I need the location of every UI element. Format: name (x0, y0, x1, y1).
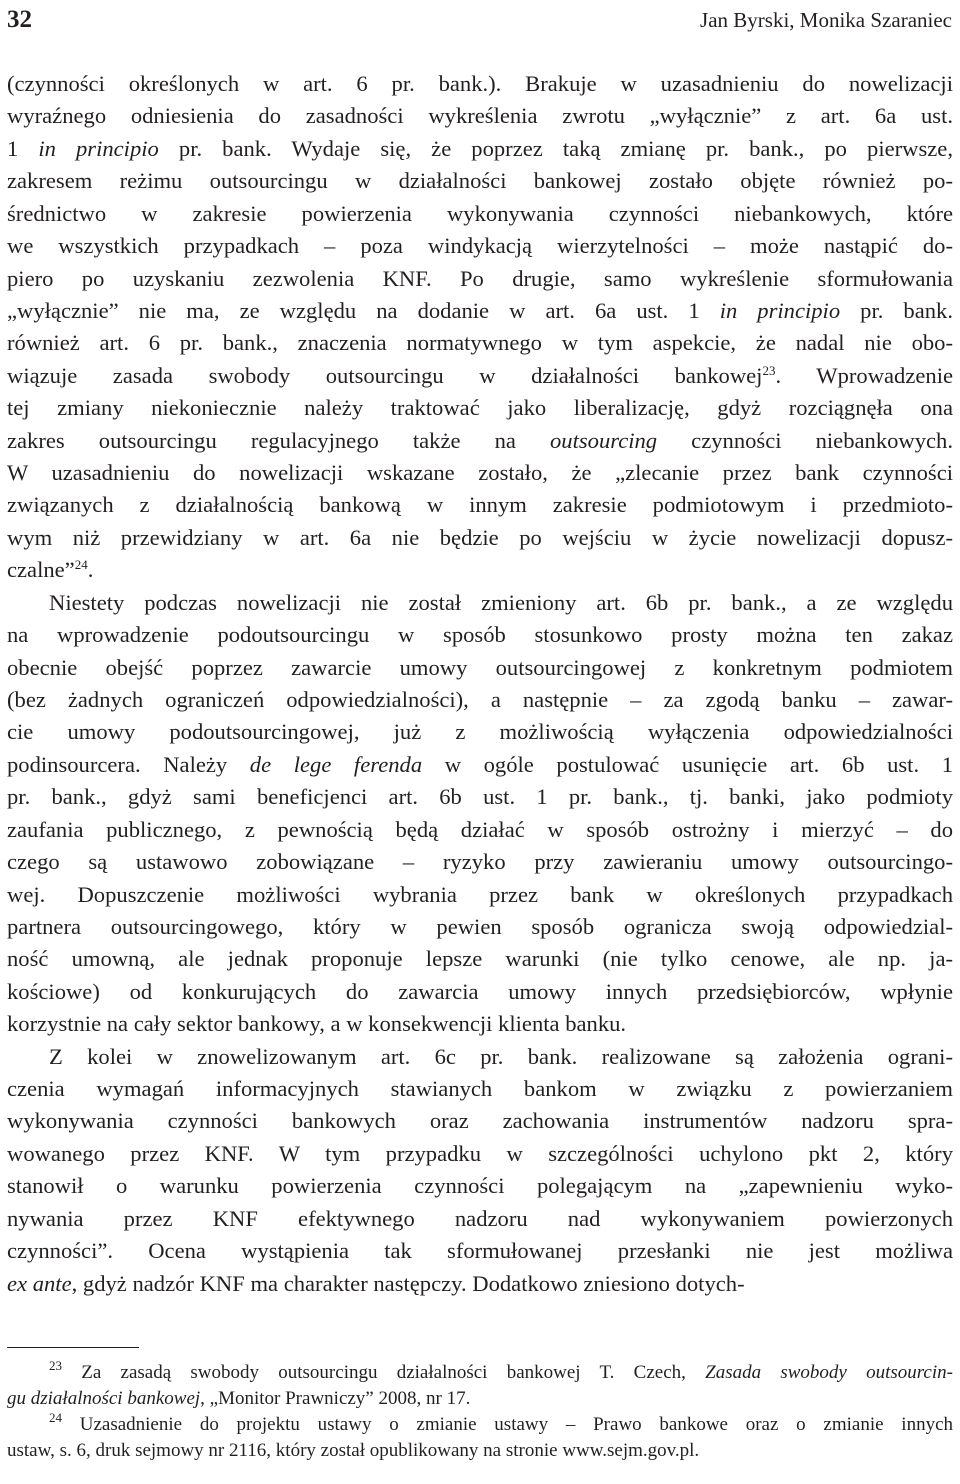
italic-text: de lege ferenda (249, 751, 423, 777)
body-line (7, 230, 953, 262)
body-line (7, 392, 953, 424)
text-run: 1 (7, 135, 39, 161)
text-run: Niestety podczas nowelizacji nie został zmieniony art. 6b pr. bank., a ze względu (49, 589, 953, 615)
text-run: czenia wymagań informacyjnych stawianych bankom w związku z powierzaniem (7, 1076, 953, 1102)
text-run: wyraźnego odniesienia do zasadności wykreślenia zwrotu „wyłącznie” z art. 6a ust. (7, 103, 953, 129)
body-line (49, 1041, 953, 1073)
text-run: obecnie obejść poprzez zawarcie umowy outsourcingowej z konkretnym podmiotem (7, 654, 953, 680)
body-line (7, 1235, 953, 1267)
italic-text: in principio (38, 135, 159, 161)
body-line (7, 100, 953, 132)
footnote-reference: 24 (49, 1410, 62, 1425)
body-line (7, 879, 953, 911)
text-run: średnictwo w zakresie powierzenia wykonywania czynności niebankowych, które (7, 200, 953, 226)
text-run: piero po uzyskaniu zezwolenia KNF. Po drugie, samo wykreślenie sformułowania (7, 265, 953, 291)
italic-text: gu działalności bankowej (7, 1388, 201, 1409)
text-run: Z kolei w znowelizowanym art. 6c pr. bank. realizowane są założenia ograni- (49, 1043, 953, 1069)
text-run: , „Monitor Prawniczy” 2008, nr 17. (200, 1388, 471, 1409)
text-run: tej zmiany niekoniecznie należy traktować jako liberalizację, gdyż rozciągnęła ona (7, 395, 953, 421)
body-line (7, 489, 953, 521)
text-run: wej. Dopuszczenie możliwości wybrania przez bank w określonych przypadkach (7, 881, 953, 907)
body-line (7, 295, 953, 327)
text-run: . (87, 557, 94, 583)
italic-text: ex ante (7, 1270, 72, 1296)
footnote-separator (7, 1347, 139, 1348)
body-line (7, 846, 953, 878)
text-run: „wyłącznie” nie ma, ze względu na dodanie w art. 6a ust. 1 (7, 297, 720, 323)
running-head: Jan Byrski, Monika Szaraniec (700, 8, 952, 32)
text-run: wykonywania czynności bankowych oraz zachowania instrumentów nadzoru spra- (7, 1108, 953, 1134)
text-run: związanych z działalnością bankową w innym zakresie podmiotowym i przedmioto- (7, 492, 953, 518)
text-run: Za zasadą swobody outsourcingu działalności bankowej T. Czech, (62, 1362, 706, 1383)
footnote-line (7, 1438, 953, 1464)
text-run: ustaw, s. 6, druk sejmowy nr 2116, który został opublikowany na stronie www.sejm.gov.pl. (7, 1440, 700, 1461)
page-number: 32 (7, 6, 32, 33)
body-line (7, 1073, 953, 1105)
body-line (7, 781, 953, 813)
body-line (7, 165, 953, 197)
text-run: podinsourcera. Należy (7, 751, 250, 777)
text-run: wiązuje zasada swobody outsourcingu w działalności bankowej (7, 362, 763, 388)
body-line (7, 68, 953, 100)
body-line (7, 263, 953, 295)
text-run: zakresem reżimu outsourcingu w działalności bankowej zostało objęte również po- (7, 168, 953, 194)
body-line (7, 554, 953, 586)
text-run: czalne” (7, 557, 75, 583)
italic-text: outsourcing (549, 427, 658, 453)
body-line (7, 522, 953, 554)
body-line (7, 684, 953, 716)
body-line (7, 425, 953, 457)
text-run: (bez żadnych ograniczeń odpowiedzialności), a następnie – za zgodą banku – zawar- (7, 686, 953, 712)
text-run: czynności niebankowych. (657, 427, 953, 453)
body-line (7, 1268, 953, 1300)
text-run: w ogóle postulować usunięcie art. 6b ust. 1 (422, 751, 953, 777)
text-run: , gdyż nadzór KNF ma charakter następczy. Dodatkowo zniesiono dotych- (71, 1270, 745, 1296)
text-run: kościowe) od konkurujących do zawarcia umowy innych przedsiębiorców, wpłynie (7, 978, 953, 1004)
text-run: wym niż przewidziany w art. 6a nie będzie po wejściu w życie nowelizacji dopusz- (7, 524, 953, 550)
text-run: czego są ustawowo zobowiązane – ryzyko przy zawieraniu umowy outsourcingo- (7, 849, 953, 875)
footnote-reference: 23 (49, 1358, 62, 1373)
italic-text: Zasada swobody outsourcin- (705, 1362, 953, 1383)
text-run: nywania przez KNF efektywnego nadzoru nad wykonywaniem powierzonych (7, 1205, 953, 1231)
body-line (7, 1170, 953, 1202)
body-line (7, 1008, 953, 1040)
text-run: zaufania publicznego, z pewnością będą działać w sposób ostrożny i mierzyć – do (7, 816, 953, 842)
italic-text: in principio (719, 297, 841, 323)
text-run: stanowił o warunku powierzenia czynności polegającym na „zapewnieniu wyko- (7, 1173, 953, 1199)
text-run: również art. 6 pr. bank., znaczenia normatywnego w tym aspekcie, że nadal nie obo- (7, 330, 953, 356)
footnote-line (7, 1386, 953, 1412)
body-line (7, 943, 953, 975)
body-line (7, 652, 953, 684)
footnote-line (49, 1360, 953, 1386)
body-line (7, 716, 953, 748)
text-run: czynności”. Ocena wystąpienia tak sformułowanej przesłanki nie jest możliwa (7, 1238, 953, 1264)
text-run: pr. bank. Wydaje się, że poprzez taką zmianę pr. bank., po pierwsze, (158, 135, 953, 161)
text-run: ność umowną, ale jednak proponuje lepsze warunki (nie tylko cenowe, ale np. ja- (7, 946, 953, 972)
text-run: Uzasadnienie do projektu ustawy o zmianie ustawy – Prawo bankowe oraz o zmianie innych (62, 1414, 953, 1435)
footnote-reference: 23 (762, 362, 776, 378)
body-line (7, 814, 953, 846)
body-line (7, 1138, 953, 1170)
text-run: na wprowadzenie podoutsourcingu w sposób stosunkowo prosty można ten zakaz (7, 622, 953, 648)
text-run: (czynności określonych w art. 6 pr. bank.). Brakuje w uzasadnieniu do nowelizacji (7, 71, 953, 96)
text-run: wowanego przez KNF. W tym przypadku w szczególności uchylono pkt 2, który (7, 1140, 953, 1166)
body-line (7, 1203, 953, 1235)
body-line (7, 133, 953, 165)
body-line (7, 1105, 953, 1137)
text-run: partnera outsourcingowego, który w pewien sposób ogranicza swoją odpowiedzial- (7, 913, 953, 939)
body-line (49, 587, 953, 619)
text-run: W uzasadnieniu do nowelizacji wskazane zostało, że „zlecanie przez bank czynności (7, 460, 953, 486)
text-run: we wszystkich przypadkach – poza windykacją wierzytelności – może nastąpić do- (7, 233, 953, 259)
text-run: pr. bank., gdyż sami beneficjenci art. 6b ust. 1 pr. bank., tj. banki, jako podmioty (7, 784, 953, 810)
text-run: . Wprowadzenie (775, 362, 953, 388)
text-run: zakres outsourcingu regulacyjnego także na (7, 427, 550, 453)
text-run: cie umowy podoutsourcingowej, już z możliwością wyłączenia odpowiedzialności (7, 719, 953, 745)
body-line (7, 976, 953, 1008)
body-line (7, 749, 953, 781)
body-line (7, 911, 953, 943)
body-line (7, 198, 953, 230)
footnote-reference: 24 (74, 557, 88, 573)
text-run: korzystnie na cały sektor bankowy, a w konsekwencji klienta banku. (7, 1011, 627, 1037)
body-line (7, 327, 953, 359)
body-line (7, 457, 953, 489)
text-run: pr. bank. (840, 297, 953, 323)
body-line (7, 619, 953, 651)
footnote-line (49, 1412, 953, 1438)
body-line (7, 360, 953, 392)
